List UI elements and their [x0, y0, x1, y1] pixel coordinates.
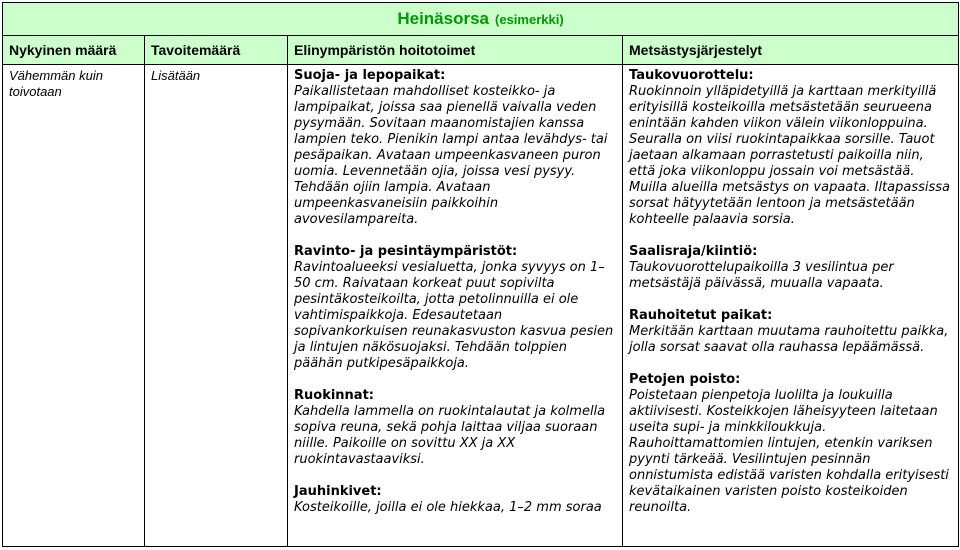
title-row: [3, 3, 959, 36]
section-text: Ravintoalueeksi vesialuetta, jonka syvyys on 1–50 cm. Raivataan korkeat puut sopivilta pesintäkosteikoilta, jotta petolinnuilla ei ole vahtimispaikkoja. Edesautetaan sopivankorkuisen reunakasvuston kasvua pesien ja lintujen näkösuojaksi. Tehdään tolppien päähän putkipesäpaikkoja.: [294, 260, 614, 371]
habitat-section: [294, 484, 616, 516]
section-text: Merkitään karttaan muutama rauhoitettu paikka, jolla sorsat saavat olla rauhassa lepäämässä.: [629, 324, 949, 355]
section-text: Ruokinnoin ylläpidetyillä ja karttaan merkityillä erityisillä kosteikoilla metsästetään seurueena enintään kahden viikon välein viikonloppuina. Seuralla on viisi ruokintapaikkaa sorsille. Tauot jaetaan alkamaan porrastetusti paikoilla niin, että joka viikonloppu jossain voi metsästää. Muilla alueilla metsästys on vapaata. Iltapassissa sorsat hätyytetään lentoon ja metsästetään kohteelle palaavia sorsia.: [629, 84, 951, 227]
section-heading: Rauhoitetut paikat:: [629, 308, 773, 323]
title-cell: [3, 3, 959, 36]
species-subtitle: (esimerkki): [495, 12, 564, 27]
col-header-habitat: Elinympäristön hoitotoimet: [288, 36, 623, 65]
section-text: Poistetaan pienpetoja luolilta ja loukuilla aktiivisesti. Kosteikkojen läheisyyteen laitetaan useita supi- ja minkkiloukkuja. Rauhoittamattomien lintujen, etenkin variksen pyynti tärkeää. Vesilintujen pesinnän onnistumista edistää varisten kohdalla erityisesti kevätaikainen varisten poisto kosteikoiden reunoilta.: [629, 388, 949, 515]
hunting-section: [629, 372, 952, 516]
col-header-current: Nykyinen määrä: [3, 36, 145, 65]
header-row: [3, 36, 959, 65]
hunting-section: [629, 244, 952, 292]
section-heading: Ravinto- ja pesintäympäristöt:: [294, 244, 518, 259]
section-heading: Saalisraja/kiintiö:: [629, 244, 758, 259]
habitat-actions-cell: [288, 65, 623, 547]
section-heading: Taukovuorottelu:: [629, 68, 754, 83]
habitat-section: [294, 388, 616, 468]
hunting-section: [629, 68, 952, 228]
target-amount-cell: Lisätään: [145, 65, 288, 547]
habitat-section: [294, 244, 616, 372]
section-heading: Jauhinkivet:: [294, 484, 382, 499]
species-title: Heinäsorsa: [397, 9, 490, 28]
hunting-section: [629, 308, 952, 356]
section-text: Paikallistetaan mahdolliset kosteikko- ja lampipaikat, joissa saa pienellä vaivalla veden pysymään. Sovitaan maanomistajien kanssa lampien teko. Pienikin lampi antaa levähdys- tai pesäpaikan. Avataan umpeenkasvaneen puron uomia. Levennetään ojia, joissa vesi pysyy. Tehdään ojiin lampia. Avataan umpeenkasvaneisiin paikkoihin avovesilampareita.: [294, 84, 608, 227]
hunting-arrangements-cell: [623, 65, 959, 547]
col-header-hunting: Metsästysjärjestelyt: [623, 36, 959, 65]
col-header-target: Tavoitemäärä: [145, 36, 288, 65]
habitat-section: [294, 68, 616, 228]
section-heading: Suoja- ja lepopaikat:: [294, 68, 446, 83]
section-text: Kahdella lammella on ruokintalautat ja kolmella sopiva reuna, sekä pohja laittaa viljaa suoraan niille. Paikoille on sovittu XX ja XX ruokintavastaaviksi.: [294, 404, 606, 467]
section-text: Kosteikoille, joilla ei ole hiekkaa, 1–2 mm soraa: [294, 500, 602, 515]
section-heading: Petojen poisto:: [629, 372, 741, 387]
table-row: [3, 65, 959, 547]
current-amount-cell: Vähemmän kuin toivotaan: [3, 65, 145, 547]
species-plan-table: [2, 2, 959, 547]
section-text: Taukovuorottelupaikoilla 3 vesilintua per metsästäjä päivässä, muualla vapaata.: [629, 260, 894, 291]
section-heading: Ruokinnat:: [294, 388, 374, 403]
